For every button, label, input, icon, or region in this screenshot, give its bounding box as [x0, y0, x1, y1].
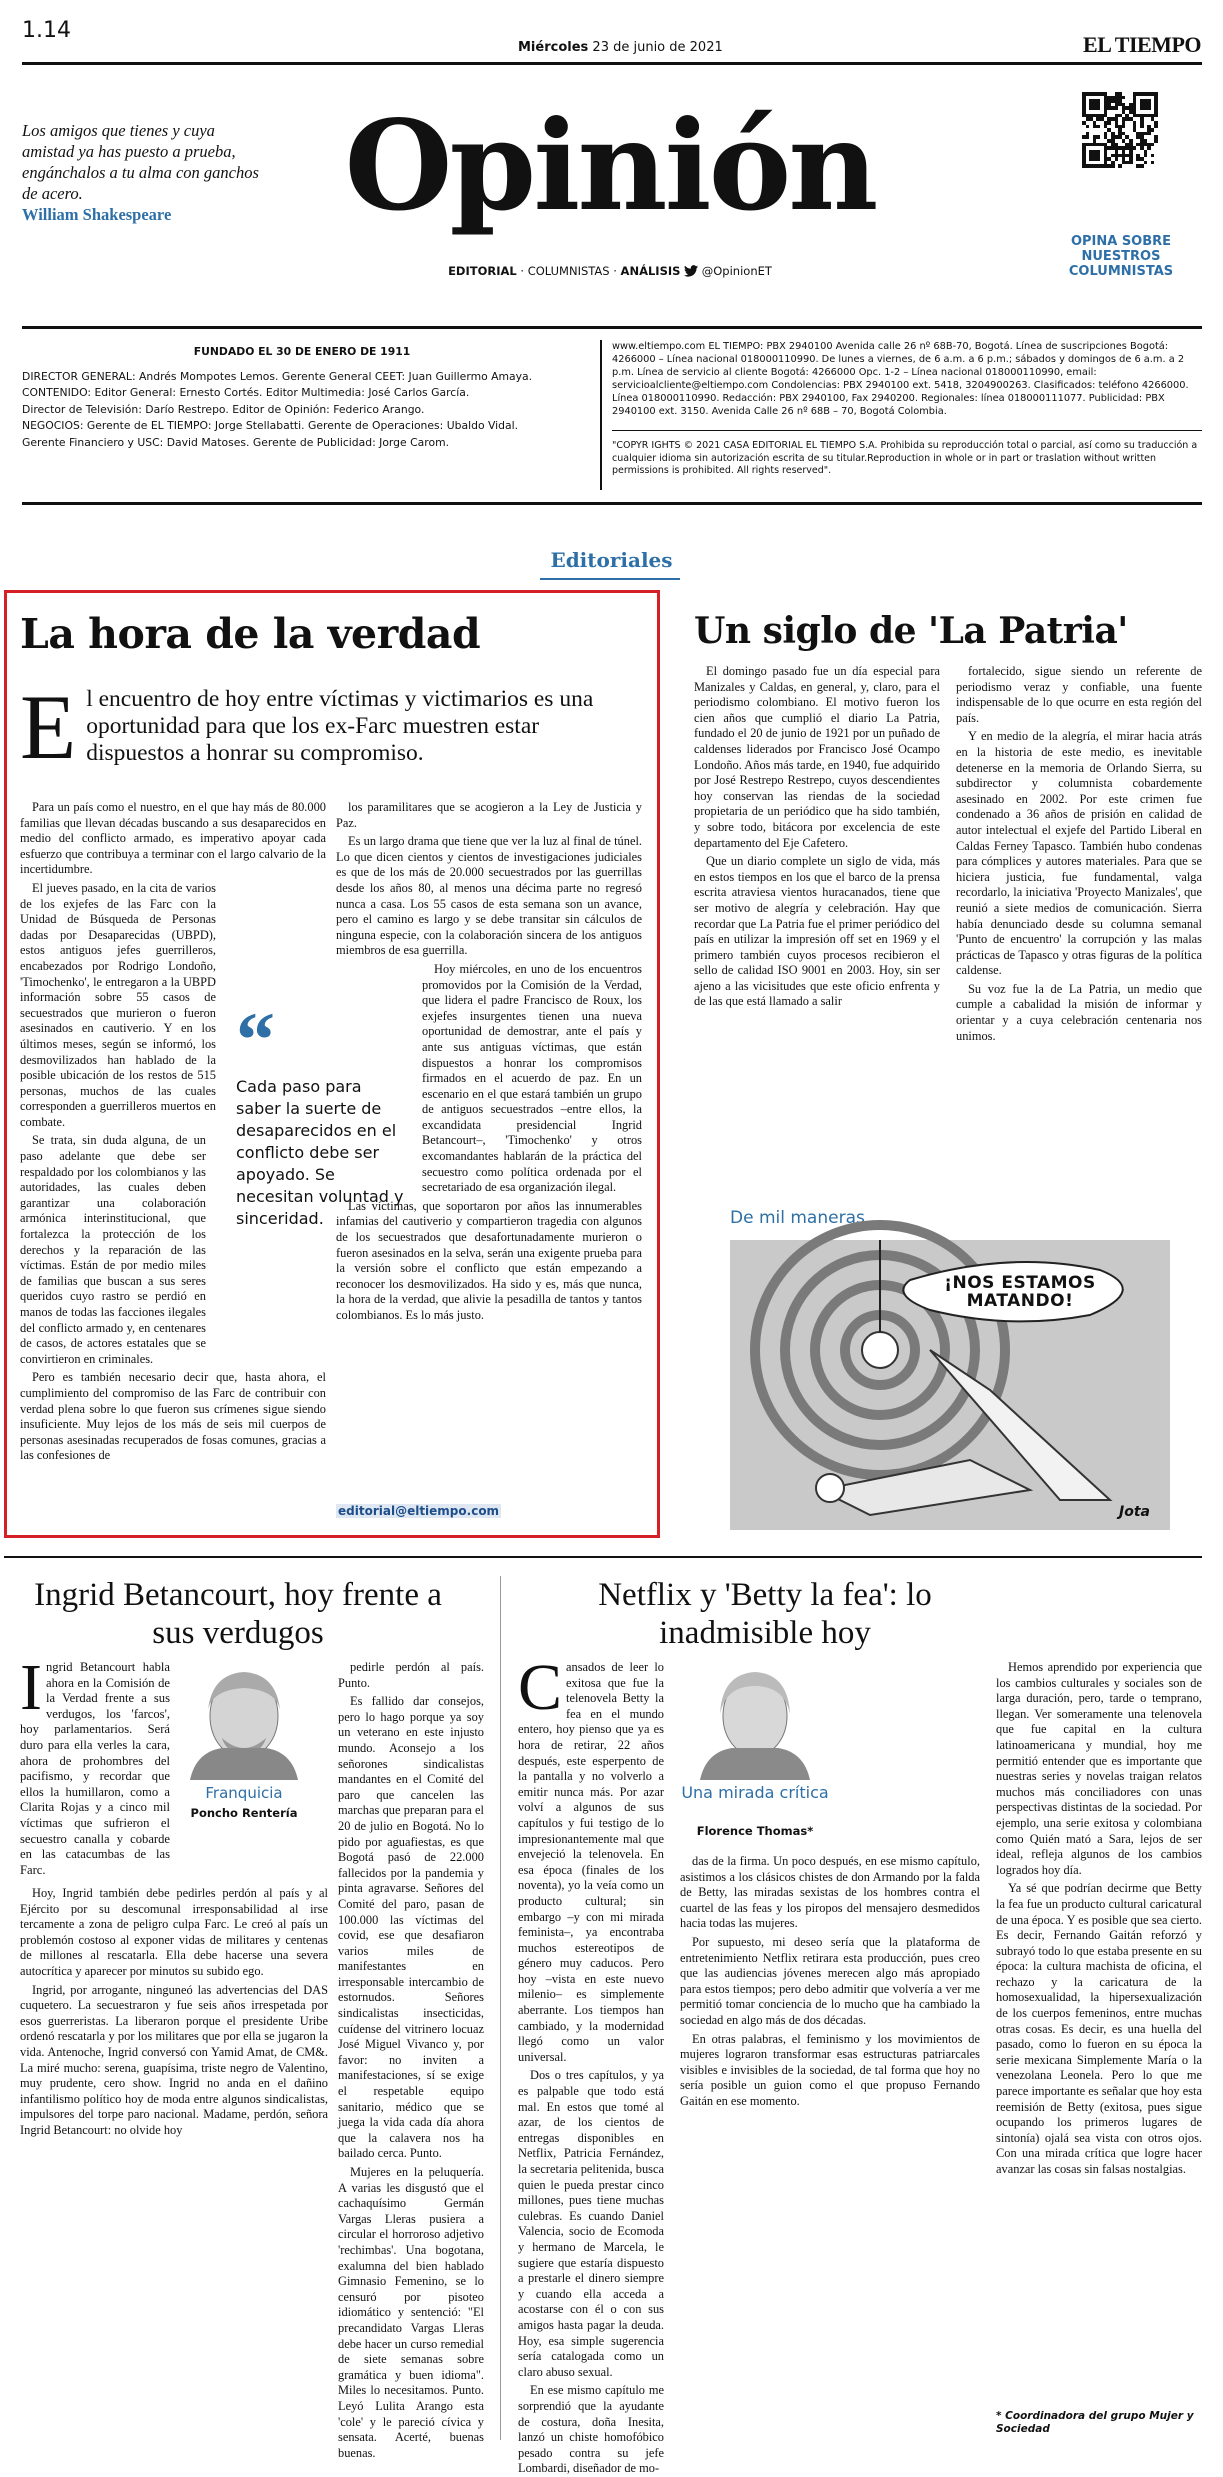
paragraph: Es un largo drama que tiene que ver la luz al final de túnel. Lo que dicen cientos y cientos de investigaciones judiciales es que de los más de 20.000 secuestrados por las guerrillas desde los años 80, al menos una décima parte no regresó nunca a casa. Los 55 casos de esta semana son un avance, pero el camino es largo y se debe transitar sin cálculos de ninguna especie, con la colaboración sincera de los antiguos miembros de esa guerrilla.: [336, 834, 642, 958]
paragraph: pedirle perdón al país. Punto.: [338, 1660, 484, 1690]
qr-code-pattern: [1082, 92, 1158, 168]
staff-line: CONTENIDO: Editor General: Ernesto Cortés. Editor Multimedia: José Carlos García.: [22, 386, 470, 399]
paragraph: Que un diario complete un siglo de vida, más en estos tiempos en los que el barco de la prensa escrita atraviesa vientos huracanados, tiene que ser motivo de alegría y celebración. Hay que recordar que La Patria fue el primer periódico del país en utilizar la impresión off set en 1969 y el primero también cuyos procesos recibieron el sello de calidad ISO 9001 en 2003. Hoy, sin ser ajeno a las vicisitudes que este oficio enfrenta y de las que está llamado a salir: [694, 854, 940, 1009]
masthead-contact: www.eltiempo.com EL TIEMPO: PBX 2940100 Avenida calle 26 nº 68B-70, Bogotá. Línea de suscripciones Bogotá: 4266000 – Línea nacional 018000110990. De lunes a viernes, de 6 a.m. a 6 p.m.; sábados y domingos de 6 a.m. a 2 p.m. Línea de servicio al cliente Bogotá: 4266000 Opc. 1-2 – Línea nacional 018000110990, email: servicioalcliente@eltiempo.com Condolencias: PBX 2940100 ext. 5418, 3204900263. Clasificados: teléfono 4266000. Línea 018000110990. Redacción: PBX 2940100, Fax 2940200. Regionales: línea 018000111077. Publicidad: PBX 2940100 ext. 3150. Avenida Calle 26 nº 68B – 70, Bogotá Colombia.: [612, 341, 1189, 417]
drop-cap: C: [518, 1651, 563, 1724]
nav-columnistas[interactable]: COLUMNISTAS: [527, 264, 610, 278]
quote-mark-icon: “: [236, 996, 275, 1083]
paragraph: Las víctimas, que soportaron por años las innumerables infamias del cautiverio y compartieron tragedia con algunos de los secuestrados que desafortunadamente murieron o fueron asesinados en la selva, serán una exigente prueba para la versión sobre el conflicto que están empezando a reconocer los desmovilizados. Ha sido y es, más que nunca, la hora de la verdad, que alivie la pesadilla de tantos y tantos colombianos. Es lo más justo.: [336, 1198, 642, 1322]
column2-text-1: [518, 1651, 664, 2476]
paragraph: Es fallido dar consejos, pero lo hago porque ya soy un veterano en este injusto mundo. Aconsejo a los señorones sindicalistas mandantes en el Comité del paro que cancelen las marchas que preparan para el 20 de julio en Bogotá. No lo pido por aguafiestas, es que Bogotá pasó de 22.000 fallecidos por la pandemia y pinta agravarse. Señores del Comité del paro, pasan de 100.000 las víctimas del covid, ese que desafiaron varios miles de manifestantes en irresponsable intercambio de estornudos. Señores sindicalistas insecticidas, cuídense del vitrinero locuaz José Miguel Vivanco y, por favor: no inviten a manifestaciones, sí se exige el respetable equipo sanitario, médico que se juega la vida cada día ahora que la calavera nos ha bailado cerca. Punto.: [338, 1694, 484, 2161]
paragraph: Se trata, sin duda alguna, de un paso adelante que debe ser respaldado por los colombianos y las autoridades, las cuales deben garantizar una colaboración armónica interinstitucional, que fortalezca la protección de los derechos y la reparación de las víctimas. Están de por medio miles de familias que buscan a sus seres queridos cuyo rastro se perdió en manos de todas las facciones ilegales del conflicto armado y, en centenares de casos, de actores estatales que se convirtieron en criminales.: [20, 1133, 206, 1366]
lead-text: ansados de leer lo exitosa que fue la telenovela Betty la fea en el mundo entero, hoy pienso que ya es hora de retirar, 22 años después, este esperpento de la pantalla y no volverlo a emitir nunca más. Por azar volví a algunos de sus capítulos y fui testigo de lo impresionantemente mal que envejeció la telenovela. En esa época (finales de los noventa), yo la veía como un producto cultural; sin embargo –y con mi mirada feminista–, ya encontraba muchos estereotipos de género muy caducos. Pero hoy –vista en este nuevo milenio– es simplemente aberrante. Los tiempos han cambiado, y la modernidad llegó como un valor universal.: [518, 1660, 664, 2064]
paragraph: Pero es también necesario decir que, hasta ahora, el cumplimiento del compromiso de las Farc de contribuir con verdad plena sobre lo que fueron sus crímenes sigue siendo insuficiente. Muy lejos de los más de seis mil cuerpos de personas asesinadas recuperados de fosas comunes, gracias a las confesiones de: [20, 1370, 326, 1463]
section-nav: EDITORIAL · COLUMNISTAS · ANÁLISIS @OpinionET: [448, 264, 772, 278]
section-divider: [4, 1556, 1202, 1558]
column-divider: [500, 1576, 501, 2440]
masthead-divider: [600, 340, 602, 490]
editorial1-column-2: [336, 800, 642, 1496]
paragraph: El jueves pasado, en la cita de varios de los exjefes de las Farc con la Unidad de Búsqueda de Personas dadas por Desaparecidas (UBPD), estos antiguos jefes guerrilleros, encabezados por Rodrigo Londoño, 'Timochenko', le entregaron a la UBPD información sobre 55 casos de secuestrados que murieron o fueron asesinados en cautiverio. Y en los últimos meses, según se informó, los desmovilizados han hablado de la posible ubicación de los restos de 515 personas, muchos de las cuales corresponden a guerrilleros muertos en combate.: [20, 880, 216, 1129]
cartoon-label: De mil maneras: [730, 1208, 865, 1228]
editorial-title: La hora de la verdad: [20, 610, 481, 658]
page-title: Opinión: [344, 94, 876, 239]
paragraph: Dos o tres capítulos, y ya es palpable que todo está mal. En estos que tomé al azar, de los cientos de entregas disponibles en Netflix, Patricia Fernández, la secretaria pelitenida, busca quien le pueda prestar cinco millones, pues tiene muchas culebras. Es cuando Daniel Valencia, socio de Ecomoda y hermano de Marcela, le sugiere que estaría dispuesto a prestarle el dinero siempre y cuando ella acceda a acostarse con él o con sus amigos hasta pagar la deuda. Hoy, esa simple sugerencia sería catalogada como un claro abuso sexual.: [518, 2068, 664, 2379]
date-rest: 23 de junio de 2021: [592, 40, 723, 55]
epigraph-text: Los amigos que tienes y cuya amistad ya has puesto a prueba, engánchalos a tu alma con ganchos de acero.: [22, 121, 259, 203]
cartoon-image: [730, 1240, 1170, 1530]
paragraph: En ese mismo capítulo me sorprendió que la ayudante de costura, doña Inesita, lanzó un chiste homofóbico pesado contra su jefe Lombardi, diseñador de mo-: [518, 2383, 664, 2476]
nav-twitter-handle[interactable]: @OpinionET: [701, 264, 772, 278]
paragraph: Mujeres en la peluquería. A varias les disgustó que el cachaquísimo Germán Vargas Lleras pusiera a circular el horroroso adjetivo 'rechimbas'. Una bogotana, exalumna del bien hablado Gimnasio Femenino, se lo censuró por pisoteo idiomático y sentenció: "El precandidato Vargas Lleras debe hacer un curso remedial de siete semanas sobre gramática y buen idioma". Miles lo necesitamos. Punto. Leyó Lulita Arango esta 'cole' y le pareció cívica y sensata. Acerté, buenas buenas.: [338, 2165, 484, 2460]
paragraph: los paramilitares que se acogieron a la Ley de Justicia y Paz.: [336, 800, 642, 830]
column2-title: Netflix y 'Betty la fea': lo inadmisible hoy: [598, 1577, 932, 1651]
section-underline: [540, 578, 680, 580]
paragraph: Hoy, Ingrid también debe pedirles perdón al país y al Ejército por su descomunal irresponsabilidad al irse tercamente a zona de peligro culpa Farc. Le creó al país un problemón costoso al exponer vidas de militares y centenas de millones al rescatarla. Ella debe hacerse una severa autocrítica y aparecer por minutos su subido ego.: [20, 1886, 328, 1978]
column2-footnote: * Coordinadora del grupo Mujer y Sociedad: [996, 2410, 1194, 2435]
masthead-rule: [22, 502, 1202, 505]
staff-line: Director de Televisión: Darío Restrepo. Editor de Opinión: Federico Arango.: [22, 402, 425, 416]
author-photo: [182, 1660, 306, 1780]
paragraph: Hemos aprendido por experiencia que los cambios culturales y sociales son de larga duración, pero, tarde o temprano, llegan. Ver someramente una telenovela que fue capital en la cultura latinoamericana y mundial, hoy me permitió entender que es importante que nuestras series y novelas traigan relatos muchos más conciliadores con unas perspectivas distintas de la sociedad. Por ejemplo, una serie exitosa y colombiana como Quién mató a Sara, lejos de ser ideal, refleja algunos de los cambios logrados hoy día.: [996, 1660, 1202, 1877]
author-photo: [680, 1660, 830, 1780]
column1-author: Poncho Rentería: [190, 1806, 298, 1820]
top-rule: [22, 62, 1202, 65]
column1-title: Ingrid Betancourt, hoy frente a sus verdugos: [34, 1577, 442, 1651]
drop-cap: I: [20, 1651, 42, 1724]
editorial2-title: Un siglo de 'La Patria': [694, 610, 1128, 652]
paragraph: Ingrid, por arrogante, ninguneó las advertencias del DAS cuquetero. La secuestraron y fue seis años irrespetada por esos guerreristas. La liberaron porque el presidente Uribe ordenó rescatarla y por los militares que por ella se jugaron la vida. Antenoche, Ingrid conversó con Yamid Amat, de CM&. La miré mucho: serena, guapísima, triste negro de Valentino, muy prudente, cero show. Ingrid no anda en el dañino infantilismo político hoy de moda entre algunos sindicalistas, impulsores del torpe paro nacional. Madame, perdón, señora Ingrid Betancourt: no olvide hoy: [20, 1982, 328, 2137]
masthead-staff: [22, 344, 582, 451]
date-day: Miércoles: [518, 40, 589, 55]
paragraph: El domingo pasado fue un día especial para Manizales y Caldas, en general, y, claro, para el periodismo colombiano. El motivo fueron los cien años que cumplió el diario La Patria, fundado el 20 de junio de 1921 por un puñado de caldenses liderados por Francisco José Ocampo Londoño. Años más tarde, en 1940, fue adquirido por José Restrepo Restrepo, cuyos descendientes hoy conservan las riendas de la sociedad propietaria de un periódico que ha sido también, y sobre todo, bitácora por excelencia de este departamento del Eje Cafetero.: [694, 664, 940, 850]
drop-cap: E: [20, 676, 77, 778]
quote-text: Cada paso para saber la suerte de desaparecidos en el conflicto debe ser apoyado. Se necesitan voluntad y sinceridad.: [236, 1077, 404, 1228]
nav-analisis[interactable]: ANÁLISIS: [620, 264, 681, 278]
cartoon-speech-bubble: ¡NOS ESTAMOS MATANDO!: [944, 1273, 1096, 1311]
qr-code[interactable]: [1082, 92, 1158, 168]
lead-text: ngrid Betancourt habla ahora en la Comisión de la Verdad frente a sus verdugos, los 'farcos', hoy parlamentarios. Será duro para ella verles la cara, ahora de prohombres del pacifismo, y recordar que ellos la humillaron, como a Clarita Rojas y a cinco mil víctimas que sufrieron el secuestro canalla y cobarde en las catacumbas de las Farc.: [20, 1660, 170, 1877]
staff-line: Gerente Financiero y USC: David Matoses. Gerente de Publicidad: Jorge Carom.: [22, 435, 450, 449]
section-label: Editoriales: [550, 548, 673, 572]
date-line: [518, 40, 723, 55]
staff-line: NEGOCIOS: Gerente de EL TIEMPO: Jorge Stellabatti. Gerente de Operaciones: Ubaldo Vidal.: [22, 419, 519, 432]
paragraph: Ya sé que podrían decirme que Betty la fea fue un producto cultural caricatural de una época. Y es posible que sea cierto. Es decir, Fernando Gaitán reforzó y subrayó todo lo que estaba presente en su época: la cultura machista de oficina, el rechazo y la caricatura de la homosexualidad, la hipersexualización de los cuerpos femeninos, entre muchas otras cosas. Es decir, es una huella del pasado, como lo fueron en su época la serie mexicana Simplemente María o la venezolana Leonela. Pero lo que me parece importante es señalar que hoy esta reemisión de Betty (exitosa, pues sigue ocupando los primeros lugares de sintonía) ojalá sea vista con otros ojos. Con una mirada crítica que logre hacer avanzar las cosas sin falsas nostalgias.: [996, 1881, 1202, 2176]
cartoon-signature: Jota: [1119, 1504, 1150, 1520]
column2-column-name: Una mirada crítica: [681, 1783, 829, 1802]
paragraph: Su voz fue la de La Patria, un medio que cumple a cabalidad la misión de informar y orientar y a cuya celebración centenaria nos unimos.: [956, 981, 1202, 1043]
epigraph-author: William Shakespeare: [22, 205, 172, 224]
staff-line: DIRECTOR GENERAL: Andrés Mompotes Lemos. Gerente General CEET: Juan Guillermo Amaya.: [22, 369, 533, 383]
paragraph: Hoy miércoles, en uno de los encuentros promovidos por la Comisión de la Verdad, que lidera el padre Francisco de Roux, los exjefes insurgentes tienen una nueva oportunidad de demostrar, ante el país y ante sus antiguas víctimas, que están dispuestos a honrar los compromisos firmados en el acuerdo de paz. En un escenario en el que estará también un grupo de antiguos secuestrados –entre ellos, la excandidata presidencial Ingrid Betancourt–, 'Timochenko' y otros excomandantes hablarán de la práctica del secuestro como política ordenada por el secretariado de esa organización ilegal.: [422, 961, 642, 1195]
paragraph: das de la firma. Un poco después, en ese mismo capítulo, asistimos a los clásicos chistes de don Armando por la falda de Betty, las miradas sexistas de los hombres contra el cuartel de las feas y los piropos del mensajero desmedidos hacia todas las mujeres.: [680, 1854, 980, 1931]
editorial2-column-1: [694, 664, 940, 1164]
page-number: 1.14: [22, 18, 71, 43]
paragraph: Para un país como el nuestro, en el que hay más de 80.000 familias que llevan décadas buscando a sus desaparecidos en medio del conflicto armado, es imperativo apoyar cada esfuerzo que contribuya a terminar con el largo calvario de la incertidumbre.: [20, 800, 326, 877]
paragraph: En otras palabras, el feminismo y los movimientos de mujeres lograron transformar esas estructuras patriarcales visibles e invisibles de la sociedad, de tal forma que hoy no sería posible un guion como el que propuso Fernando Gaitán en ese momento.: [680, 2031, 980, 2108]
column2-text-2: [680, 1854, 980, 2440]
column2-author: Florence Thomas*: [696, 1824, 814, 1838]
contact-rule: [612, 430, 1202, 431]
editorial-lead: [20, 676, 642, 778]
founded-line: FUNDADO EL 30 DE ENERO DE 1911: [193, 345, 411, 358]
paragraph: Y en medio de la alegría, el mirar hacia atrás en la historia de este medio, es inevitable detenerse en la memoria de Orlando Sierra, su subdirector y columnista cobardemente asesinado en 2002. Por este crimen fue condenado a 36 años de prisión en calidad de autor intelectual el exjefe del Partido Liberal en Caldas Ferney Tapasco. También hubo condenas para cómplices y autores materiales. Para que se hiciera justicia, fue fundamental, valga recordarlo, la iniciativa 'Proyecto Manizales', que reunió a siete medios de comunicación. Sierra había denunciado desde su columna semanal 'Punto de encuentro' la corrupción y las malas prácticas de Tapasco y otras figuras de la política caldense.: [956, 729, 1202, 978]
column2-text-3: [996, 1660, 1202, 2400]
brand-logo: EL TIEMPO: [1083, 32, 1201, 57]
column1-text-2: [338, 1660, 484, 2460]
column1-column-name: Franquicia: [205, 1784, 283, 1802]
paragraph: Por supuesto, mi deseo sería que la plataforma de entretenimiento Netflix retirara esta producción, pues creo que las audiencias jóvenes merecen algo más apropiado para estos tiempos; pero debo admitir que volvería a ver me permitió tomar conciencia de lo mucho que ha cambiado la sociedad en algo más de dos décadas.: [680, 1934, 980, 2027]
twitter-icon: [684, 265, 698, 280]
paragraph: fortalecido, sigue siendo un referente de periodismo veraz y confiable, una fuente indispensable de lo que ocurre en esta región del país.: [956, 664, 1202, 725]
copyright-notice: "COPYR IGHTS © 2021 CASA EDITORIAL EL TIEMPO S.A. Prohibida su reproducción total o parcial, así como su traducción a cualquier idioma sin autorización escrita de su titular.Reproduction in whole or in part or traslation without written permissions is prohibited. All rights reserved".: [612, 440, 1198, 476]
editorial2-column-2: [956, 664, 1202, 1164]
lead-text: l encuentro de hoy entre víctimas y victimarios es una oportunidad para que los ex-Farc muestren estar dispuestos a honrar su compromiso.: [86, 686, 594, 766]
nav-editorial[interactable]: EDITORIAL: [448, 264, 517, 278]
qr-label: OPINA SOBRE NUESTROS COLUMNISTAS: [1068, 234, 1174, 279]
header-rule: [22, 326, 1202, 329]
editorial-email-link[interactable]: editorial@eltiempo.com: [338, 1504, 500, 1518]
epigraph: [22, 120, 267, 225]
